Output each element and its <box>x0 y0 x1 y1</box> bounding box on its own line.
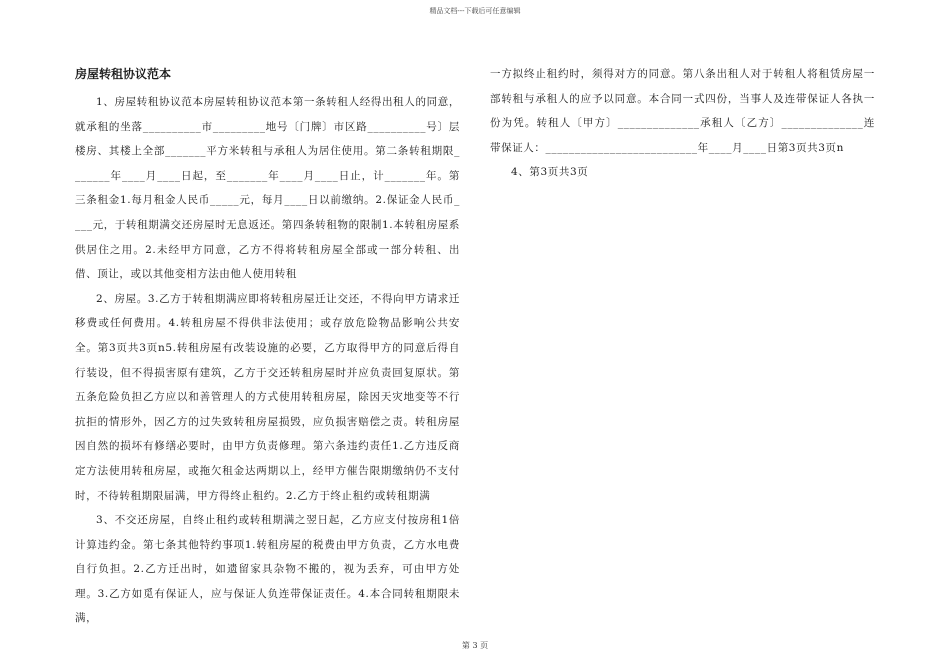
right-column <box>490 62 875 185</box>
header-note: 精品文档---下载后可任意编辑 <box>429 7 521 15</box>
page-number: 第 3 页 <box>461 641 489 650</box>
paragraph-4: 4、第3页共3页 <box>511 166 589 179</box>
document-title: 房屋转租协议范本 <box>75 67 172 81</box>
paragraph-3-continued: 一方拟终止租约时，须得对方的同意。第八条出租人对于转租人将租赁房屋一部转租与承租人的应予以同意。本合同一式四份，当事人及连带保证人各执一份为凭。转租人〔甲方〕______________承租人〔乙方〕______________连带保证人：__________________________年____月____日第3页共3页n <box>490 68 875 154</box>
paragraph-1: 1、房屋转租协议范本房屋转租协议范本第一条转租人经得出租人的同意，就承租的坐落__________市_________地号〔门牌〕市区路__________号〕层楼房、其楼上全部_______平方米转租与承租人为居住使用。第二条转租期限_______年____月____日起，至_______年____月____日止，计_______年。第三条租金1.每月租金人民币_____元，每月____日以前缴纳。2.保证金人民币____元，于转租期满交还房屋时无息返还。第四条转租物的限制1.本转租房屋系供居住之用。2.未经甲方同意，乙方不得将转租房屋全部或一部分转租、出借、顶让，或以其他变相方法由他人使用转租 <box>75 96 460 281</box>
paragraph-3: 3、不交还房屋，自终止租约或转租期满之翌日起，乙方应支付按房租1倍计算违约金。第七条其他特约事项1.转租房屋的税费由甲方负责，乙方水电费自行负担。2.乙方迁出时，如遗留家具杂物不搬的，视为丢弃，可由甲方处理。3.乙方如觅有保证人，应与保证人负连带保证责任。4.本合同转租期限未满， <box>75 514 460 625</box>
left-column <box>75 62 460 631</box>
paragraph-2: 2、房屋。3.乙方于转租期满应即将转租房屋迁让交还，不得向甲方请求迁移费或任何费用。4.转租房屋不得供非法使用；或存放危险物品影响公共安全。第3页共3页n5.转租房屋有改装设施的必要，乙方取得甲方的同意后得自行装设，但不得损害原有建筑，乙方于交还转租房屋时并应负责回复原状。第五条危险负担乙方应以和善管理人的方式使用转租房屋，除因天灾地变等不行抗拒的情形外，因乙方的过失致转租房屋损毁，应负损害赔偿之责。转租房屋因自然的损坏有修缮必要时，由甲方负责修理。第六条违约责任1.乙方违反商定方法使用转租房屋，或拖欠租金达两期以上，经甲方催告限期缴纳仍不支付时，不待转租期限届满，甲方得终止租约。2.乙方于终止租约或转租期满 <box>75 292 460 502</box>
